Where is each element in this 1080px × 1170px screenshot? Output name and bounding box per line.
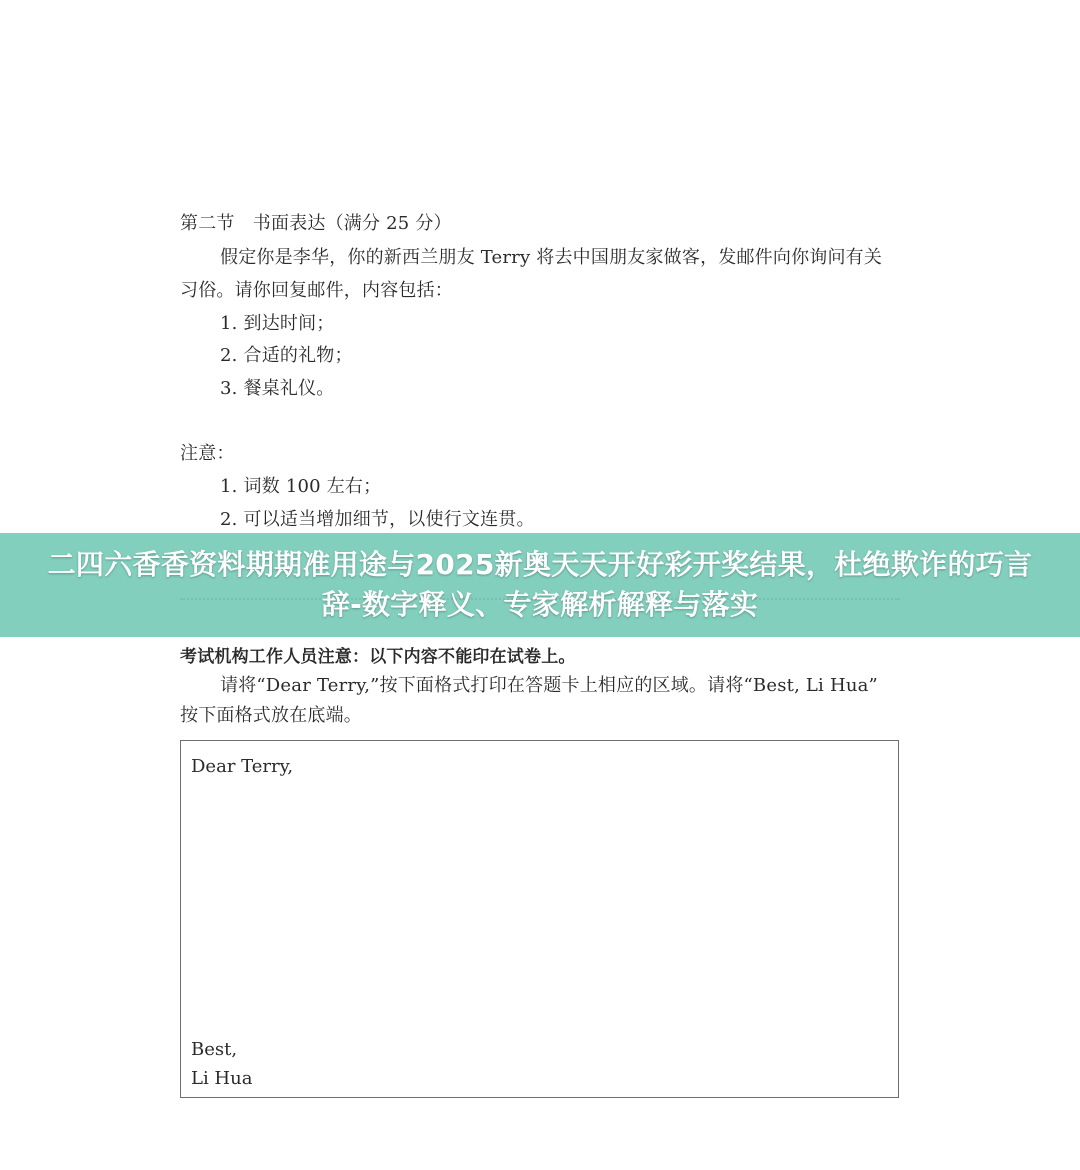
letter-closing: Best, — [191, 1039, 238, 1060]
letter-signature-name: Li Hua — [191, 1068, 253, 1089]
writing-prompt-line-2: 习俗。请你回复邮件，内容包括： — [180, 280, 453, 301]
overlay-banner — [0, 533, 1080, 637]
requirement-item: 3. 餐桌礼仪。 — [220, 378, 335, 399]
banner-text: 二四六香香资料期期准用途与2025新奥天天开好彩开奖结果，杜绝欺诈的巧言辞-数字释义、专家解析解释与落实 — [47, 548, 1033, 621]
note-item: 1. 词数 100 左右； — [220, 476, 382, 497]
writing-prompt-line-1: 假定你是李华，你的新西兰朋友 Terry 将去中国朋友家做客，发邮件向你询问有关 — [220, 247, 883, 268]
format-instruction-line-2: 按下面格式放在底端。 — [180, 705, 362, 726]
notes-title: 注意： — [180, 443, 235, 464]
requirement-item: 1. 到达时间； — [220, 313, 335, 334]
format-instruction-line-1: 请将“Dear Terry,”按下面格式打印在答题卡上相应的区域。请将“Best, Li Hua” — [220, 675, 878, 696]
section-title: 第二节 书面表达（满分 25 分） — [180, 213, 452, 234]
answer-box — [180, 740, 899, 1098]
staff-note: 考试机构工作人员注意：以下内容不能印在试卷上。 — [180, 647, 576, 667]
requirement-item: 2. 合适的礼物； — [220, 345, 353, 366]
note-item: 2. 可以适当增加细节，以使行文连贯。 — [220, 509, 535, 530]
letter-greeting: Dear Terry, — [191, 756, 294, 777]
